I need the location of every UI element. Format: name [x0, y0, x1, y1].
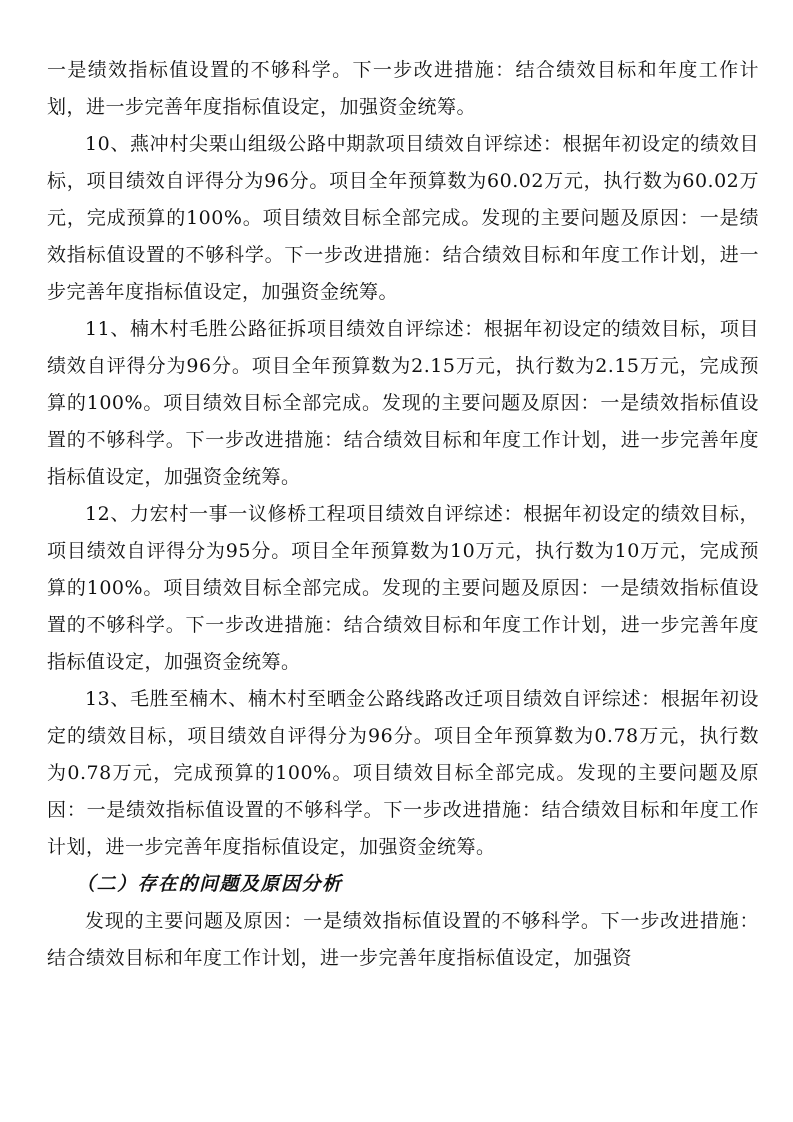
- paragraph-item-10: 10、燕冲村尖栗山组级公路中期款项目绩效自评综述：根据年初设定的绩效目标，项目绩效自评得分为96分。项目全年预算数为60.02万元，执行数为60.02万元，完成预算的100%。项目绩效目标全部完成。发现的主要问题及原因：一是绩效指标值设置的不够科学。下一步改进措施：结合绩效目标和年度工作计划，进一步完善年度指标值设定，加强资金统筹。: [47, 133, 759, 303]
- section-heading: （二）存在的问题及原因分析: [76, 873, 343, 895]
- paragraph-continuation: 一是绩效指标值设置的不够科学。下一步改进措施：结合绩效目标和年度工作计划，进一步完善年度指标值设定，加强资金统筹。: [47, 59, 759, 118]
- section-body-paragraph: 发现的主要问题及原因：一是绩效指标值设置的不够科学。下一步改进措施：结合绩效目标和年度工作计划，进一步完善年度指标值设定，加强资: [47, 910, 759, 969]
- paragraph-item-11: 11、楠木村毛胜公路征拆项目绩效自评综述：根据年初设定的绩效目标，项目绩效自评得分为96分。项目全年预算数为2.15万元，执行数为2.15万元，完成预算的100%。项目绩效目标全部完成。发现的主要问题及原因：一是绩效指标值设置的不够科学。下一步改进措施：结合绩效目标和年度工作计划，进一步完善年度指标值设定，加强资金统筹。: [47, 318, 759, 488]
- paragraph-item-12: 12、力宏村一事一议修桥工程项目绩效自评综述：根据年初设定的绩效目标，项目绩效自评得分为95分。项目全年预算数为10万元，执行数为10万元，完成预算的100%。项目绩效目标全部完成。发现的主要问题及原因：一是绩效指标值设置的不够科学。下一步改进措施：结合绩效目标和年度工作计划，进一步完善年度指标值设定，加强资金统筹。: [47, 503, 759, 673]
- paragraph-item-13: 13、毛胜至楠木、楠木村至晒金公路线路改迁项目绩效自评综述：根据年初设定的绩效目标，项目绩效自评得分为96分。项目全年预算数为0.78万元，执行数为0.78万元，完成预算的100%。项目绩效目标全部完成。发现的主要问题及原因：一是绩效指标值设置的不够科学。下一步改进措施：结合绩效目标和年度工作计划，进一步完善年度指标值设定，加强资金统筹。: [47, 688, 759, 858]
- document-page: [47, 52, 759, 977]
